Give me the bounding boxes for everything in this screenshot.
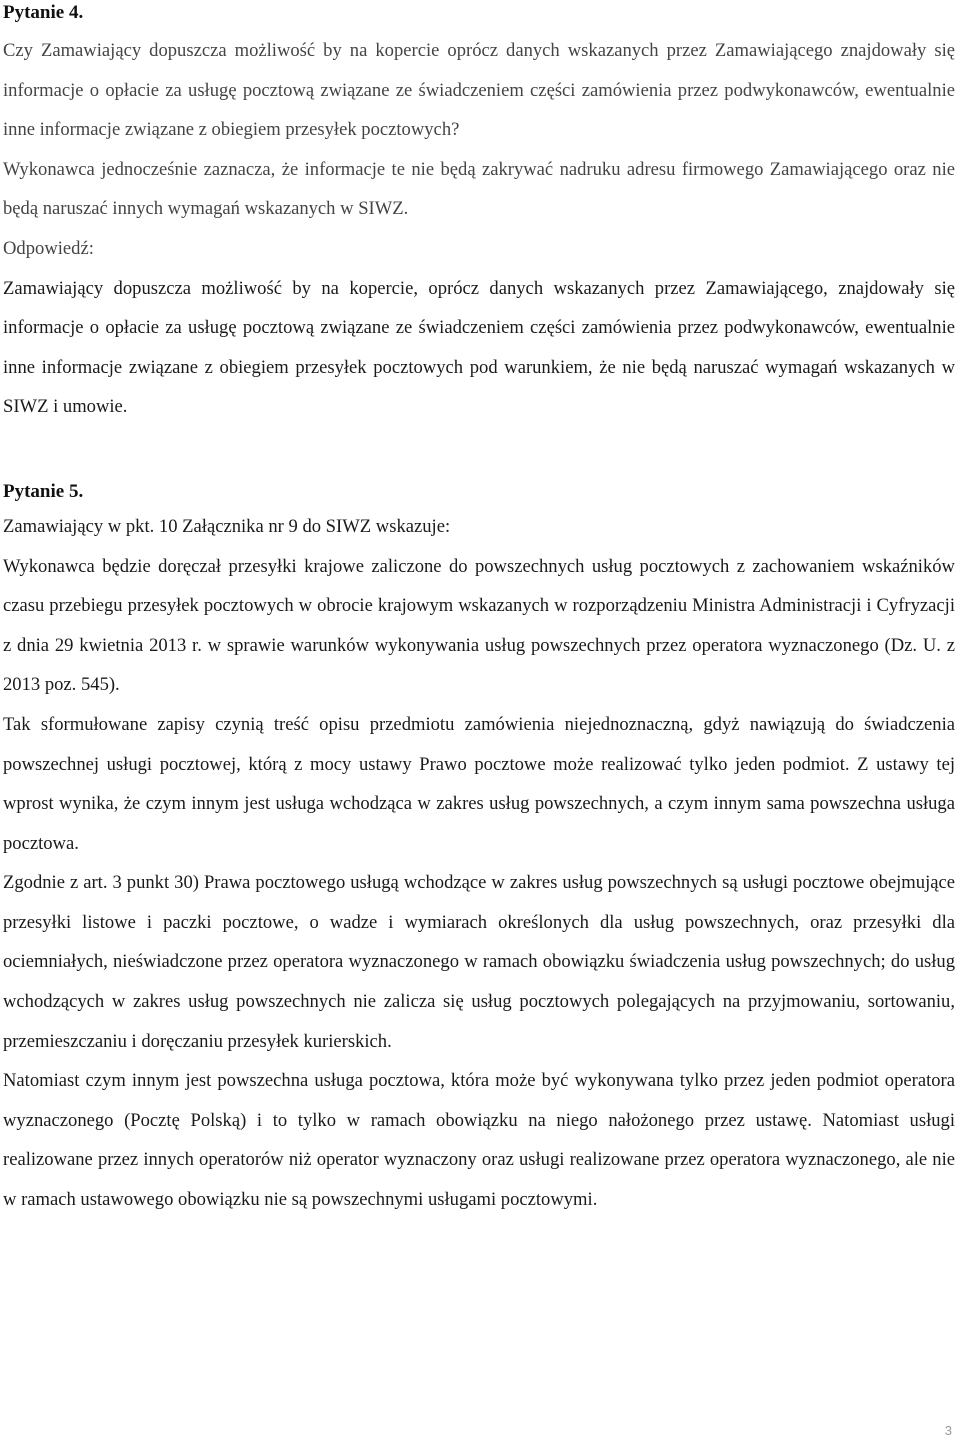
question-5-title: Pytanie 5. xyxy=(3,480,84,502)
question-5-intro: Zamawiający w pkt. 10 Załącznika nr 9 do SIWZ wskazuje: xyxy=(3,515,451,537)
question-4-section xyxy=(3,0,955,427)
question-4-text: Czy Zamawiający dopuszcza możliwość by na kopercie oprócz danych wskazanych przez Zamawiającego znajdowały się informacje o opłacie za usługę pocztową związane ze świadczeniem części zamówienia przez podwykonawców, ewentualnie inne informacje związane z obiegiem przesyłek pocztowych? xyxy=(3,40,955,141)
question-4-title: Pytanie 4. xyxy=(3,2,84,23)
question-5-paragraph-1: Tak sformułowane zapisy czynią treść opisu przedmiotu zamówienia niejednoznaczną, gdyż nawiązują do świadczenia powszechnej usługi pocztowej, którą z mocy ustawy Prawo pocztowe może realizować tylko jeden podmiot. Z ustawy tej wprost wynika, że czym innym jest usługa wchodząca w zakres usług powszechnych, a czym innym sama powszechna usługa pocztowa. xyxy=(3,713,955,854)
answer-label: Odpowiedź: xyxy=(3,237,94,259)
page-number: 3 xyxy=(944,1423,952,1438)
question-5-section xyxy=(3,477,955,1220)
question-5-paragraph-2: Zgodnie z art. 3 punkt 30) Prawa pocztowego usługą wchodzące w zakres usług powszechnych są usługi pocztowe obejmujące przesyłki listowe i paczki pocztowe, o wadze i wymiarach określonych dla usług powszechnych, oraz przesyłki dla ociemniałych, nieświadczone przez operatora wyznaczonego w ramach obowiązku świadczenia usług powszechnych; do usług wchodzących w zakres usług powszechnych nie zalicza się usług pocztowych polegających na przyjmowaniu, sortowaniu, przemieszczaniu i doręczaniu przesyłek kurierskich. xyxy=(3,872,955,1052)
question-4-answer: Zamawiający dopuszcza możliwość by na kopercie, oprócz danych wskazanych przez Zamawiającego, znajdowały się informacje o opłacie za usługę pocztową związane ze świadczeniem części zamówienia przez podwykonawców, ewentualnie inne informacje związane z obiegiem przesyłek pocztowych pod warunkiem, że nie będą naruszać wymagań wskazanych w SIWZ i umowie. xyxy=(3,277,955,418)
question-5-paragraph-3: Natomiast czym innym jest powszechna usługa pocztowa, która może być wykonywana tylko przez jeden podmiot operatora wyznaczonego (Pocztę Polską) i to tylko w ramach obowiązku na niego nałożonego przez ustawę. Natomiast usługi realizowane przez innych operatorów niż operator wyznaczony oraz usługi realizowane przez operatora wyznaczonego, ale nie w ramach ustawowego obowiązku nie są powszechnymi usługami pocztowymi. xyxy=(3,1070,955,1211)
section-spacer xyxy=(3,427,955,477)
document-content xyxy=(3,0,955,1220)
question-4-note: Wykonawca jednocześnie zaznacza, że informacje te nie będą zakrywać nadruku adresu firmowego Zamawiającego oraz nie będą naruszać innych wymagań wskazanych w SIWZ. xyxy=(3,158,955,220)
question-5-quote: Wykonawca będzie doręczał przesyłki krajowe zaliczone do powszechnych usług pocztowych z zachowaniem wskaźników czasu przebiegu przesyłek pocztowych w obrocie krajowym wskazanych w rozporządzeniu Ministra Administracji i Cyfryzacji z dnia 29 kwietnia 2013 r. w sprawie warunków wykonywania usług powszechnych przez operatora wyznaczonego (Dz. U. z 2013 poz. 545). xyxy=(3,555,955,696)
